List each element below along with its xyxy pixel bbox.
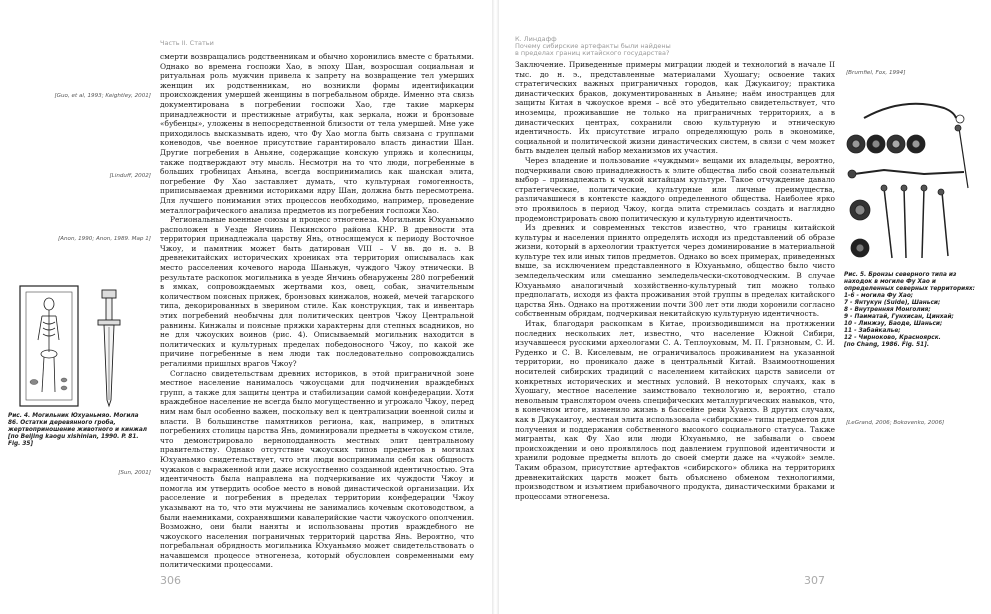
figure-4-illustration: [12, 282, 147, 410]
paragraph: Заключение. Приведенные примеры миграции людей и технологий в начале II тыс. до н. э., представленные материалами Хуошагу; освоение таких стратегических важных приграничных городов, как Джукаигоу; практика династических браков, документированных в Аньяне; наём иностранцев для защиты Китая в чжоуское время – всё это убедительно свидетельствует, что иноземцы, проживавшие не только на приграничных территориях, а в династических центрах, сохранили свою культурную и этническую идентичность. Их присутствие играло определяющую роль в экономике, социальной и политической жизни династических систем, в связи с чем может быть выделен целый набор механизмов их участия.: [515, 60, 835, 156]
book-gutter: [492, 0, 499, 614]
sidenote-right-2: [LeGrand, 2006; Bokovenko, 2006]: [846, 420, 945, 426]
paragraph: Региональные военные союзы и процесс этногенеза. Могильник Юхуаньмяо расположен в Уезде Янчинь Пекинского района КНР. В древности эта территория принадлежала царству Янь, относящемуся к периоду Восточное Чжоу, и памятник может быть датирован VIII – V вв. до н. э. В древнекитайских исторических хрониках эта территория описывалась как место расселения кочевого народа Шаньжун, чуждого Чжоу этнически. В результате раскопок могильника в уезде Янчинь обнаружены 280 погребений в ямках, сопровождаемых жертвами коз, овец, собак, значительным количеством поясных пряжек, бронзовых кинжалов, ножей, мечей тагарского типа, декорированных в зверином стиле. Как конструкция, так и инвентарь этих погребений необычны для политических центров Чжоу Центральной равнины. Кинжалы и поясные пряжки характерны для степных всадников, но не для чжоуских воинов (рис. 4). Описываемый могильник находится в политических и культурных пределах победоносного Чжоу, по какой же причине погребенные в нем люди так последовательно сопровождались регалиями пришлых врагов Чжоу?: [160, 215, 474, 368]
header-title-1: Почему сибирские артефакты были найдены: [515, 42, 671, 50]
right-page: [499, 0, 991, 614]
sidenote-2: [Linduff, 2002]: [109, 173, 151, 179]
left-body-text: [160, 52, 474, 570]
figure-5-caption: [844, 272, 984, 349]
page-number-right: 307: [804, 574, 825, 587]
caption-item: 8 - Внутренняя Монголия;: [844, 307, 931, 313]
paragraph: смерти возвращались родственникам и обычно хоронились вместе с братьями. Однако во времена госпожи Хао, в эпоху Шан, возросшая социальная и ритуальная роль мужчин привела к запрету на возвращение тел умерших женщин их родственникам, но возникли формы идентификации происхождения умершей женщины в погребальном обряде. Именно эта связь документирована в погребении госпожи Хао, где такие маркеры принадлежности и престижные атрибуты, как зеркала, ножи и бронзовые «бубенцы», уложены в непосредственной близости от тела умершей. Мне уже приходилось высказывать идею, что Фу Хао могла быть связана с группами коневодов, чье военное присутствие гарантировало власть династии Шан. Другие погребения в Аньяне, содержащие конскую упряжь и колесницы, также подтверждают эту мысль. Несмотря на то что люди, погребенные в больших гробницах Аньяна, всегда воспринимались как шанская элита, погребение Фу Хао заставляет думать, что культурная гомогенность, приписываемая древними историками ядру Шан, должна быть пересмотрена. Для лучшего понимания этих процессов необходимо, например, проведение металлографического анализа предметов из погребения госпожи Хао.: [160, 52, 474, 215]
caption-item: 7 - Янтукун (Suide), Шаньси;: [844, 300, 941, 306]
header-author: К. Линдафф: [515, 35, 557, 43]
dagger-artifact: [854, 170, 964, 174]
running-header-left: Часть II. Статьи: [160, 39, 214, 47]
sidenote-right-1: [Brumfiel, Fox, 1994]: [846, 70, 906, 76]
caption-item: [по Chang, 1986. Fig. 51].: [844, 342, 930, 348]
figure-5-illustration: [844, 88, 984, 268]
header-title-2: в пределах границ китайского государства?: [515, 49, 670, 57]
caption-item: 9 - Паиматай, Гунхисан, Цинхай;: [844, 314, 954, 320]
paragraph: Итак, благодаря раскопкам в Китае, производившимся на протяжении последних нескольких лет, известно, что население Южной Сибири, изучавшееся русскими археологами С. А. Теплоуховым, М. П. Грязновым, С. И. Руденко и С. В. Киселевым, не ограничивалось проживанием на указанной территории, но проникало даже в центральный Китай. Взаимоотношения носителей сибирских традиций с населением китайских царств зависели от конкретных исторических и местных условий. В некоторых случаях, как в Хуошагу, местное население заимствовало технологию и, вероятно, стало невольным транслятором очень специфических металлургических навыков, что, в конечном итоге, изменило жизнь в бассейне реки Хуанхэ. В других случаях, как в Джукаигоу, местная элита использовала «сибирские» типы предметов для получения и поддержания собственного высокого социального статуса. Также мигранты, как Фу Хао или люди Юхуаньмяо, не забывали о своем происхождении и оно проявлялось под давлением групповой идентичности и хранили родовые предметы вплоть до своей смерти даже на «чужой» земле. Таким образом, присутствие артефактов «сибирского» облика на территориях древнекитайских царств может быть объяснено обменом технологиями, производством и изъятием прибавочного продукта, династическими браками и процессами этногенеза.: [515, 319, 835, 501]
right-body-text: [515, 60, 835, 501]
caption-item: 12 - Чирноково, Красноярск.: [844, 335, 941, 341]
left-page: [0, 0, 492, 614]
sidenote-3: [Anon, 1990; Anon, 1989. Map 1]: [58, 236, 151, 242]
sidenote-1: [Guo, et al, 1993; Keightley, 2001]: [54, 93, 151, 99]
caption-item: 11 - Забайкалье;: [844, 328, 901, 334]
sidenote-4: [Sun, 2001]: [118, 470, 151, 476]
figure-5-caption-title: Рис. 5. Бронзы северного типа из находок в могиле Фу Хао и определенных северных территориях:: [844, 272, 975, 292]
paragraph: Через владение и пользование «чуждыми» вещами их владельцы, вероятно, подчеркивали свою принадлежность к элите общества либо свой сознательный выбор – принадлежать к чужой китайцам культуре. Такое отчуждение давало стратегические, политические, культурные или личные преимущества, различавшиеся в контексте каждого определенного общества. Наиболее ярко это проявилось в период Чжоу, когда элита стремилась создать и наглядно продемонстрировать свою политическую и культурную идентичность.: [515, 155, 835, 223]
bronze-discs: [847, 135, 925, 153]
page-number-left: 306: [160, 574, 181, 587]
caption-item: 1-6 - могила Фу Хао;: [844, 293, 914, 299]
curved-knife: [864, 104, 956, 118]
paragraph: Согласно свидетельствам древних историков, в этой приграничной зоне местное население нанималось чжоусцами для подчинения враждебных групп, а также для защиты центра и стабилизации самой конфедерации. Хотя враждебное население не всегда было могущественно и угрожало Чжоу, перед ним нам был особенно важен, поскольку вел к централизации военной силы и власти. В большинстве памятников региона, как, например, в элитных погребениях столицы царства Янь, доминировали предметы в чжоуском стиле, что демонстрировало верноподданность местных элит центральному правительству. Однако отсутствие чжоуских типов предметов в могилах Юхуаньмяо свидетельствует, что эти люди воспринимали себя как общность чужаков с выраженной или даже искусственно созданной идентичностью. Эта идентичность была направлена на подчеркивание их чуждости Чжоу и помогла им утвердить особое место в новой династической организации. Их расселение и погребения в пределах территории конфедерации Чжоу указывают на то, что эти мужчины не занимались кочевым скотоводством, а были наемниками, сохранявшими кавалерийские части чжоуского ополчения. Возможно, они были наняты и использованы против враждебного не чжоуского населения пограничных территорий царства Янь. Вероятно, что погребальная обрядность могильника Юхуаньмяо может свидетельствовать о начавшемся процессе этногенеза, который обусловлен современными ему политическими процессами.: [160, 368, 474, 570]
caption-item: 10 - Линжэу, Баоде, Шаньси;: [844, 321, 943, 327]
running-header-right: [515, 36, 671, 57]
paragraph: Из древних и современных текстов известно, что границы китайской культуры и населения принято определять исходя из представлений об образе жизни, который в археологии трактуется через доминирование в материальной культуре тех или иных типов предметов. Однако во всех примерах, приведенных выше, за исключением представленного в Юхуаньмяо, общество было чисто земледельческим или смешанно земледельчески-скотоводческим. В случае Юхуаньмяо аналогичный хозяйственно-культурный тип можно только предполагать, исходя из факта проживания этой группы в пределах китайского царства Янь. Однако на протяжении почти 300 лет эти люди хоронили согласно собственным обрядам, подчеркивая некитайскую культурную идентичность.: [515, 223, 835, 319]
figure-4-caption: Рис. 4. Могильник Юхуаньмяо. Могила 86. Остатки деревянного гроба, жертвоприношение животного и кинжал [по Beijing kaogu xishinian, 1990. P. 81. Fig. 35]: [8, 413, 148, 447]
